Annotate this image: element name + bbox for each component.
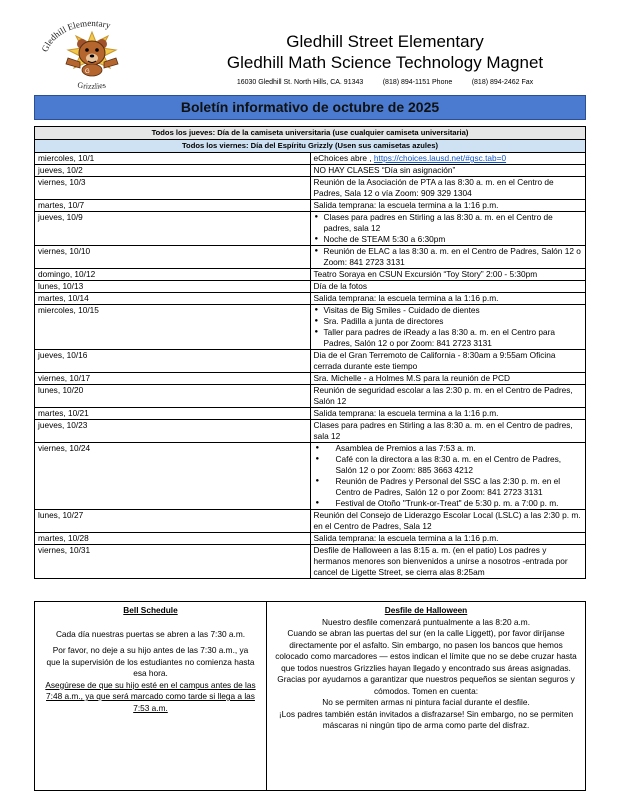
event-row — [35, 385, 586, 408]
event-description: Sra. Michelle - a Holmes M.S para la reunión de PCD — [310, 373, 586, 385]
event-date: jueves, 10/16 — [35, 350, 311, 373]
svg-text:Grizzlies: Grizzlies — [76, 80, 107, 91]
event-date: martes, 10/21 — [35, 408, 311, 420]
event-bullet-list — [314, 443, 583, 509]
event-row — [35, 408, 586, 420]
event-description — [310, 212, 586, 246]
event-date: miercoles, 10/1 — [35, 153, 311, 165]
event-date: domingo, 10/12 — [35, 269, 311, 281]
event-bullet: ● Noche de STEAM 5:30 a 6:30pm — [324, 234, 583, 245]
school-name: Gledhill Street Elementary — [286, 32, 484, 51]
event-description: NO HAY CLASES “Día sin asignación” — [310, 165, 586, 177]
info-boxes — [34, 601, 586, 791]
event-description: Dia de el Gran Terremoto de California - 8:30am a 9:55am Oficina cerrada durante este tiempo — [310, 350, 586, 373]
newsletter-header — [0, 0, 620, 92]
event-date: viernes, 10/31 — [35, 545, 311, 579]
event-row — [35, 305, 586, 350]
event-description: Salida temprana: la escuela termina a la 1:16 p.m. — [310, 200, 586, 212]
event-description: Reunión de la Asociación de PTA a las 8:30 a. m. en el Centro de Padres, Sala 12 o vía Zoom: 909 329 1304 — [310, 177, 586, 200]
parade-title: Desfile de Halloween — [384, 605, 468, 615]
event-description — [310, 443, 586, 510]
event-row — [35, 246, 586, 269]
school-contact-line: 16030 Gledhill St. North Hills, CA. 91343 (818) 894-1151 Phone (818) 894-2462 Fax — [236, 79, 534, 86]
bell-paragraph: Por favor, no deje a su hijo antes de las 7:30 a.m., ya que la supervisión de los estudiantes no comienza hasta esa hora. — [46, 645, 255, 678]
newsletter-title: Boletín informativo de octubre de 2025 — [34, 95, 586, 120]
event-description: Desfile de Halloween a las 8:15 a. m. (en el patio) Los padres y hermanos menores son bienvenidos a unirse a nosotros -entrada por cancel de Ligette Street, se cierra alas 8:25am — [310, 545, 586, 579]
event-date: miercoles, 10/15 — [35, 305, 311, 350]
event-bullet: ● Festival de Otoño "Trunk-or-Treat" de 5:30 p. m. a 7:00 p. m. — [336, 498, 583, 509]
friday-banner: Todos los viernes: Día del Espíritu Grizzly (Usen sus camisetas azules) — [35, 140, 586, 153]
event-description: Salida temprana: la escuela termina a la 1:16 p.m. — [310, 408, 586, 420]
bell-tardy-note: Asegúrese de que su hijo esté en el campus antes de las 7:48 a.m., ya que será marcado como tarde si llega a las 7:53 a.m. — [45, 679, 256, 713]
event-description: Salida temprana: la escuela termina a la 1:16 p.m. — [310, 533, 586, 545]
event-row — [35, 177, 586, 200]
svg-text:Gledhill Elementary: Gledhill Elementary — [39, 18, 112, 54]
event-date: viernes, 10/10 — [35, 246, 311, 269]
event-description: Salida temprana: la escuela termina a la 1:16 p.m. — [310, 293, 586, 305]
event-bullet: ● Café con la directora a las 8:30 a. m. en el Centro de Padres, Salón 12 o por Zoom: 885 3663 4212 — [336, 454, 583, 476]
event-description: Día de la fotos — [310, 281, 586, 293]
event-description: Reunión de seguridad escolar a las 2:30 p. m. en el Centro de Padres, Salón 12 — [310, 385, 586, 408]
halloween-parade-box — [267, 602, 585, 790]
bell-schedule-title: Bell Schedule — [123, 605, 178, 615]
event-date: viernes, 10/17 — [35, 373, 311, 385]
event-row — [35, 165, 586, 177]
event-date: martes, 10/14 — [35, 293, 311, 305]
parade-paragraph: Cuando se abran las puertas del sur (en la calle Liggett), por favor diríjanse directamente por el asfalto. Sin embargo, no pasen los bancos que hemos colocado como marcadores — estos indican el límite que no se debe cruzar hasta que todos nuestros Grizzlies hayan llegado y encontrado sus áreas asignadas. Gracias por ayudarnos a garantizar que nuestros pequeños se sientan seguros y cómodos. Tomen en cuenta: — [275, 628, 577, 696]
event-description — [310, 153, 586, 165]
event-date: lunes, 10/27 — [35, 510, 311, 533]
event-bullet: ● Taller para padres de iReady a las 8:30 a. m. en el Centro para Padres, Salón 12 o por Zoom: 841 2723 3131 — [324, 327, 583, 349]
svg-text:G: G — [85, 69, 90, 75]
event-bullet: ● Sra. Padilla a junta de directores — [324, 316, 583, 327]
event-bullet-list — [314, 305, 583, 349]
thursday-banner-row — [35, 127, 586, 140]
event-row — [35, 281, 586, 293]
event-bullet-list — [314, 246, 583, 268]
event-row — [35, 269, 586, 281]
event-row — [35, 212, 586, 246]
event-bullet-list — [314, 212, 583, 245]
event-description: Teatro Soraya en CSUN Excursión “Toy Story” 2:00 - 5:30pm — [310, 269, 586, 281]
event-row — [35, 293, 586, 305]
thursday-banner: Todos los jueves: Día de la camiseta universitaria (use cualquier camiseta universitaria) — [35, 127, 586, 140]
event-description: Reunión del Consejo de Liderazgo Escolar Local (LSLC) a las 2:30 p. m. en el Centro de Padres, Sala 12 — [310, 510, 586, 533]
event-row — [35, 153, 586, 165]
event-date: lunes, 10/20 — [35, 385, 311, 408]
event-row — [35, 420, 586, 443]
event-date: jueves, 10/9 — [35, 212, 311, 246]
event-description — [310, 246, 586, 269]
event-row — [35, 545, 586, 579]
events-calendar-table — [34, 126, 586, 579]
parade-paragraph: No se permiten armas ni pintura facial durante el desfile. — [322, 697, 530, 707]
parade-paragraph: ¡Los padres también están invitados a disfrazarse! Sin embargo, no se permiten máscaras ni ningún tipo de arma como parte del disfraz. — [278, 708, 574, 730]
event-date: jueves, 10/23 — [35, 420, 311, 443]
event-date: martes, 10/28 — [35, 533, 311, 545]
school-subtitle: Gledhill Math Science Technology Magnet — [226, 53, 544, 72]
event-bullet: ● Visitas de Big Smiles - Cuidado de dientes — [324, 305, 583, 316]
event-row — [35, 533, 586, 545]
bell-paragraph: Cada día nuestras puertas se abren a las 7:30 a.m. — [55, 628, 246, 639]
event-row — [35, 373, 586, 385]
event-date: viernes, 10/24 — [35, 443, 311, 510]
event-date: martes, 10/7 — [35, 200, 311, 212]
event-row — [35, 443, 586, 510]
event-description — [310, 305, 586, 350]
event-date: lunes, 10/13 — [35, 281, 311, 293]
echoices-link[interactable]: https://choices.lausd.net/#gsc.tab=0 — [373, 153, 507, 163]
event-row — [35, 510, 586, 533]
event-row — [35, 200, 586, 212]
bell-schedule-box — [35, 602, 267, 790]
event-bullet: ● Reunión de Padres y Personal del SSC a las 2:30 p. m. en el Centro de Padres, Salón 12 o por Zoom: 841 2723 3131 — [336, 476, 583, 498]
friday-banner-row — [35, 140, 586, 153]
event-bullet: ● Clases para padres en Stirling a las 8:30 a. m. en el Centro de padres, sala 12 — [324, 212, 583, 234]
event-row — [35, 350, 586, 373]
event-bullet: ● Asamblea de Premios a las 7:53 a. m. — [336, 443, 583, 454]
event-date: jueves, 10/2 — [35, 165, 311, 177]
event-text: eChoices abre , — [313, 153, 374, 163]
event-date: viernes, 10/3 — [35, 177, 311, 200]
parade-paragraph: Nuestro desfile comenzará puntualmente a las 8:20 a.m. — [322, 616, 530, 627]
grizzly-logo — [38, 18, 146, 96]
event-bullet: ● Reunión de ELAC a las 8:30 a. m. en el Centro de Padres, Salón 12 o Zoom: 841 2723 3131 — [324, 246, 583, 268]
event-description: Clases para padres en Stirling a las 8:30 a. m. en el Centro de padres, sala 12 — [310, 420, 586, 443]
